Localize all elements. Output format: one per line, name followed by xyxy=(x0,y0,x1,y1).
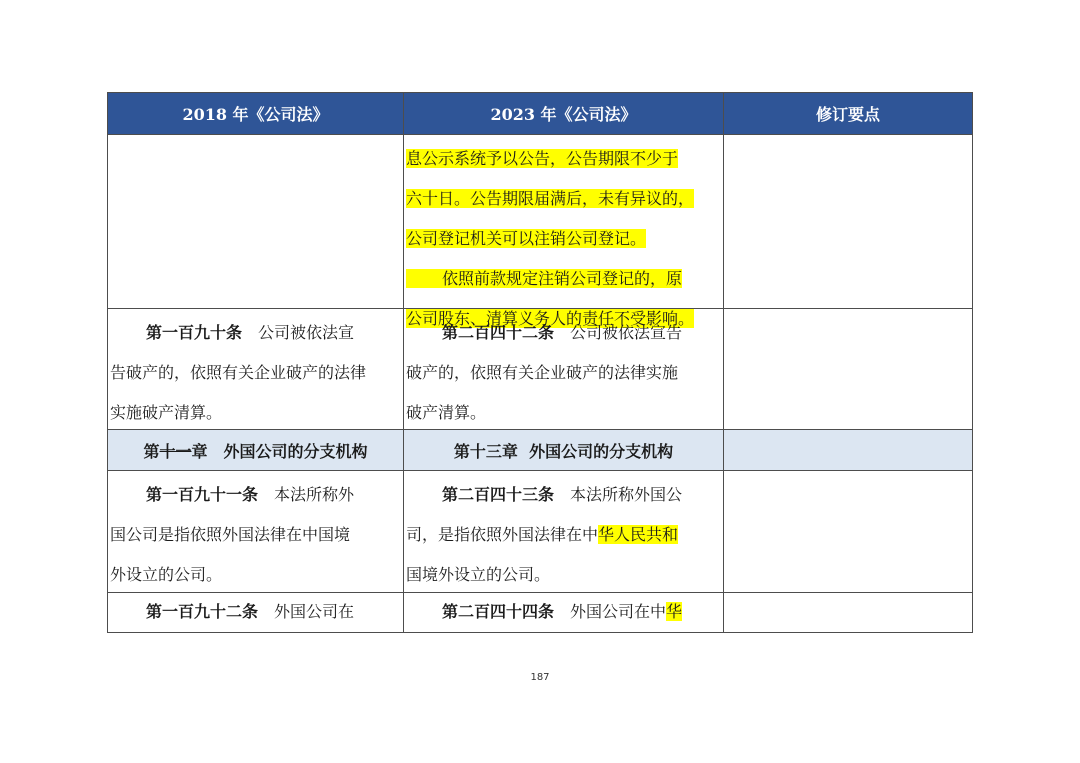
table-row xyxy=(108,592,972,632)
article-text: 公司被依法宣告 xyxy=(570,323,683,342)
article-text: 本法所称外国公 xyxy=(570,485,683,504)
revision-points-cell xyxy=(723,430,972,470)
highlighted-text: 公司股东、清算义务人的责任不受影响。 xyxy=(406,309,695,328)
highlighted-text: 六十日。公告期限届满后，未有异议的， xyxy=(406,189,695,208)
table-row xyxy=(108,308,972,429)
article-text: 破产清算。 xyxy=(406,403,487,422)
new-law-cell xyxy=(403,309,723,429)
table-row xyxy=(108,134,972,328)
article-number: 第一百九十一条 xyxy=(146,485,259,504)
revision-points-cell xyxy=(723,309,972,429)
old-law-cell xyxy=(108,593,403,632)
new-chapter-title: 第十三章 外国公司的分支机构 xyxy=(403,430,723,470)
header-revision-points: 修订要点 xyxy=(723,93,972,134)
new-law-cell xyxy=(403,471,723,592)
article-number: 第一百九十二条 xyxy=(146,602,259,621)
new-law-cell xyxy=(403,135,723,328)
highlighted-text: 华人民共和 xyxy=(598,525,679,544)
article-text: 外国公司在中 xyxy=(570,602,667,621)
highlighted-text: 依照前款规定注销公司登记的，原 xyxy=(406,269,682,288)
article-text: 国公司是指依照外国法律在中国境 xyxy=(110,525,351,544)
highlighted-text: 息公示系统予以公告，公告期限不少于 xyxy=(406,149,679,168)
table-row xyxy=(108,470,972,592)
revision-points-cell xyxy=(723,593,972,632)
new-law-cell xyxy=(403,593,723,632)
header-2018: 2018 年《公司法》 xyxy=(182,105,329,124)
old-law-cell xyxy=(108,309,403,429)
page-number: 187 xyxy=(530,672,550,683)
revision-points-cell xyxy=(723,135,972,308)
old-law-cell xyxy=(108,135,403,308)
old-chapter-title: 第 十一 章 外国公司的分支机构 xyxy=(108,430,403,470)
highlighted-text: 公司登记机关可以注销公司登记。 xyxy=(406,229,647,248)
table-header xyxy=(108,93,972,134)
deleted-text: 十一 xyxy=(159,441,192,461)
old-law-cell xyxy=(108,471,403,592)
article-number: 第一百九十条 xyxy=(146,323,243,342)
revision-points-cell xyxy=(723,471,972,592)
article-text: 国境外设立的公司。 xyxy=(406,565,551,584)
article-text: 公司被依法宣 xyxy=(258,323,355,342)
article-text: 告破产的，依照有关企业破产的法律 xyxy=(110,363,367,382)
comparison-table xyxy=(107,92,973,633)
article-text: 外国公司在 xyxy=(274,602,355,621)
article-text: 实施破产清算。 xyxy=(110,403,223,422)
article-number: 第二百四十二条 xyxy=(442,323,555,342)
article-text: 司，是指依照外国法律在中 xyxy=(406,525,599,544)
article-text: 本法所称外 xyxy=(274,485,355,504)
article-text: 破产的，依照有关企业破产的法律实施 xyxy=(406,363,679,382)
header-2023: 2023 年《公司法》 xyxy=(403,93,723,134)
article-text: 外设立的公司。 xyxy=(110,565,223,584)
highlighted-text: 华 xyxy=(666,602,683,621)
article-number: 第二百四十四条 xyxy=(442,602,555,621)
article-number: 第二百四十三条 xyxy=(442,485,555,504)
chapter-row xyxy=(108,429,972,470)
